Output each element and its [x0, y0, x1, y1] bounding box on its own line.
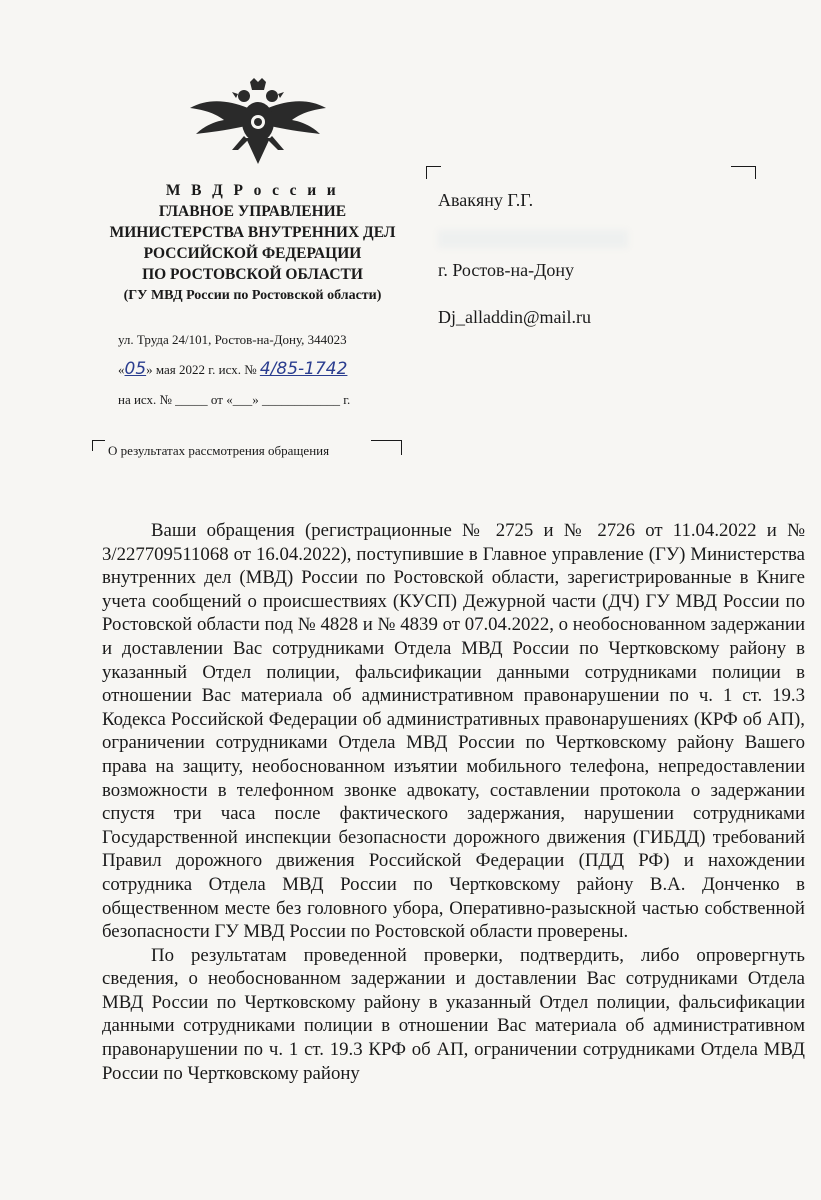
addressee-email: Dj_alladdin@mail.ru	[438, 307, 592, 327]
subject-corner-right	[371, 440, 402, 455]
redacted-street-address	[438, 230, 628, 248]
reference-line: на исх. № _____ от «___» ____________ г.	[118, 392, 351, 407]
subject-block	[92, 440, 402, 460]
addressee-name: Авакяну Г.Г.	[438, 190, 534, 210]
addressee-block	[426, 166, 756, 336]
eagle-emblem-icon	[188, 78, 328, 168]
body-paragraph-2: По результатам проведенной проверки, подтвердить, либо опровергнуть сведения, о необоснованном задержании и доставлении Вас сотрудниками Отдела МВД России по Чертковскому району в указанный Отдел полиции, фальсификации данными сотрудниками полиции в отношении Вас материала об административном правонарушении по ч. 1 ст. 19.3 КРФ об АП, ограничении сотрудниками Отдела МВД России по Чертковскому району	[102, 944, 805, 1084]
letter-body	[102, 519, 805, 1085]
subject-corner-left	[92, 440, 105, 451]
org-address: ул. Труда 24/101, Ростов-на-Дону, 344023	[118, 332, 347, 347]
body-paragraph-1: Ваши обращения (регистрационные № 2725 и № 2726 от 11.04.2022 и № 3/227709511068 от 16.04.2022), поступившие в Главное управление (ГУ) Министерства внутренних дел (МВД) России по Ростовской области, зарегистрированные в Книге учета сообщений о происшествиях (КУСП) Дежурной части (ДЧ) ГУ МВД России по Ростовской области под № 4828 и № 4839 от 07.04.2022, о необоснованном задержании и доставлении Вас сотрудниками Отдела МВД России по Чертковскому району в указанный Отдел полиции, фальсификации данными сотрудниками полиции в отношении Вас материала об административном правонарушении по ч. 1 ст. 19.3 Кодекса Российской Федерации об административных правонарушениях (КРФ об АП), ограничении сотрудниками Отдела МВД России по Чертковскому району Вашего права на защиту, необоснованном изъятии мобильного телефона, непредоставлении возможности в телефонном звонке адвокату, составлении протокола о задержании спустя три часа после фактического задержания, нарушении сотрудниками Государственной инспекции безопасности дорожного движения (ГИБДД) требований Правил дорожного движения Российской Федерации (ПДД РФ) и нахождении сотрудника Отдела МВД России по Чертковскому району В.А. Донченко в общественном месте без головного убора, Оперативно-разыскной частью собственной безопасности ГУ МВД России по Ростовской области проверены.	[102, 520, 805, 943]
date-month-text: » мая 2022 г. исх. №	[146, 362, 257, 377]
addressee-corner-right	[731, 166, 756, 179]
org-line-abbrev: (ГУ МВД России по Ростовской области)	[123, 288, 382, 303]
date-and-number-line	[118, 359, 347, 379]
org-line-2: МИНИСТЕРСТВА ВНУТРЕННИХ ДЕЛ	[109, 224, 396, 241]
org-line-1: ГЛАВНОЕ УПРАВЛЕНИЕ	[158, 203, 347, 220]
handwritten-outgoing-number: 4/85-1742	[259, 359, 348, 379]
subject-text: О результатах рассмотрения обращения	[108, 443, 330, 458]
addressee-corner-left	[426, 166, 441, 179]
org-line-3: РОССИЙСКОЙ ФЕДЕРАЦИИ	[143, 245, 362, 262]
addressee-city: г. Ростов-на-Дону	[438, 260, 575, 280]
handwritten-day: 05	[124, 359, 147, 379]
org-line-4: ПО РОСТОВСКОЙ ОБЛАСТИ	[142, 266, 363, 283]
organization-header	[80, 180, 425, 306]
date-open-quote: «	[118, 362, 125, 377]
org-line-ministry: М В Д Р о с с и и	[165, 182, 340, 199]
